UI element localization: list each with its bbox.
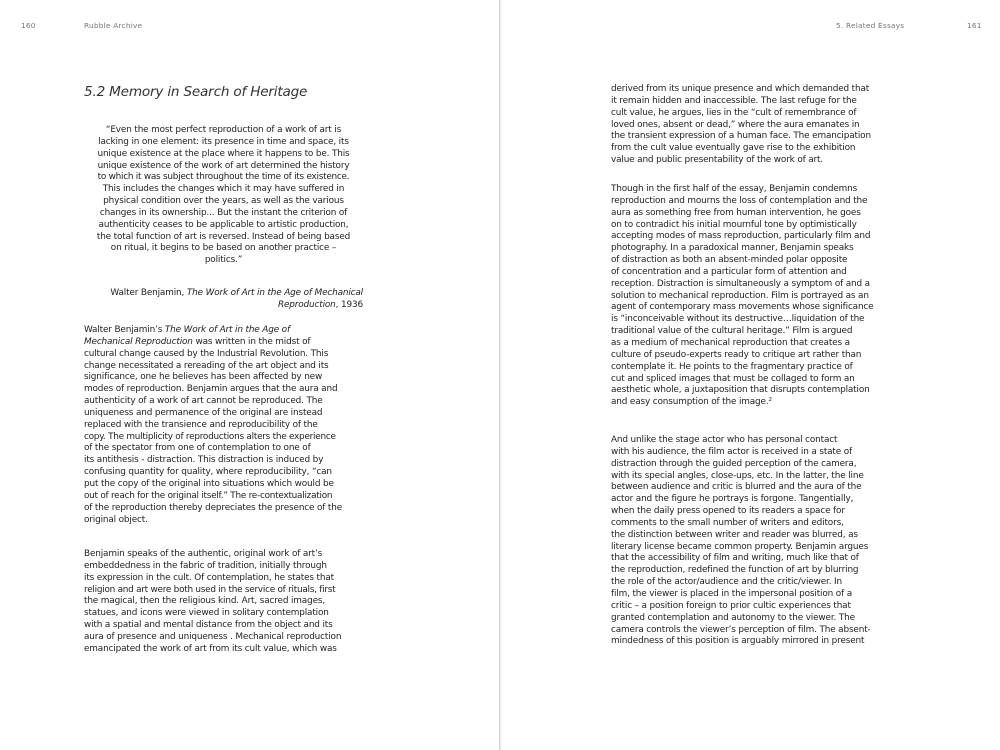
text-line: photography. In a paradoxical manner, Benjamin speaks bbox=[611, 243, 854, 254]
text-line: literary license became common property. Benjamin argues bbox=[611, 541, 869, 552]
left-page bbox=[0, 0, 499, 750]
left-running-title: Rubble Archive bbox=[84, 21, 143, 30]
quote-line: “Even the most perfect reproduction of a work of art is bbox=[105, 125, 342, 135]
text-line: authenticity of a work of art cannot be reproduced. The bbox=[84, 396, 323, 407]
quote-line: This includes the changes which it may have suffered in bbox=[102, 184, 345, 195]
text-line: religion and art were both used in the service of rituals, first bbox=[84, 584, 336, 595]
text-line: put the copy of the original into situations which would be bbox=[84, 478, 334, 489]
right-running-title: 5. Related Essays bbox=[836, 21, 905, 30]
text-line: its expression in the cult. Of contemplation, he states that bbox=[84, 572, 334, 583]
text-line: with its special angles, close-ups, etc. In the latter, the line bbox=[611, 470, 864, 481]
text-line: as a medium of mechanical reproduction that creates a bbox=[611, 337, 850, 348]
text-line: modes of reproduction. Benjamin argues that the aura and bbox=[84, 384, 338, 395]
text-line: original object. bbox=[84, 514, 148, 525]
text-line: the magical, then the religious kind. Art, sacred images, bbox=[84, 596, 326, 607]
text-line: accepting modes of mass reproduction, particularly film and bbox=[611, 231, 871, 242]
text-line: uniqueness and permanence of the original are instead bbox=[84, 407, 323, 418]
text-line: comments to the small number of writers and editors, bbox=[611, 517, 844, 528]
text-line: Walter Benjamin’s bbox=[84, 325, 165, 335]
text-line: that the accessibility of film and writing, much like that of bbox=[611, 553, 859, 564]
text-line: And unlike the stage actor who has personal contact bbox=[611, 435, 838, 445]
text-line: solution to mechanical reproduction. Film is portrayed as an bbox=[611, 290, 869, 301]
attribution-year: , 1936 bbox=[335, 299, 363, 310]
text-line: traditional value of the cultural heritage.” Film is argued bbox=[611, 326, 853, 337]
text-line: the reproduction, redefined the function of art by blurring bbox=[611, 565, 859, 576]
text-line: and easy consumption of the image. bbox=[611, 397, 769, 408]
text-line: the distinction between writer and reader was blurred, as bbox=[611, 529, 858, 540]
body-paragraph bbox=[611, 84, 919, 167]
right-page-number: 161 bbox=[967, 21, 982, 30]
text-line: replaced with the transience and reproducibility of the bbox=[84, 419, 318, 430]
text-line: cult value, he argues, lies in the “cult of remembrance of bbox=[611, 107, 857, 118]
text-line: of the spectator from one of contemplation to one of bbox=[84, 443, 311, 454]
text-line: is “inconceivable without its destructive…liquidation of the bbox=[611, 314, 865, 325]
text-line: it remain hidden and inaccessible. The last refuge for the bbox=[611, 95, 857, 106]
text-line: from the cult value eventually gave rise to the exhibition bbox=[611, 143, 856, 154]
text-line: granted contemplation and autonomy to the viewer. The bbox=[611, 612, 855, 623]
text-line: with a spatial and mental distance from the object and its bbox=[84, 620, 333, 631]
text-line: distraction through the guided perception of the camera, bbox=[611, 458, 857, 469]
quote-attribution bbox=[84, 288, 363, 312]
text-line: when the daily press opened to its readers a space for bbox=[611, 506, 845, 517]
text-line: significance, one he believes has been affected by new bbox=[84, 372, 323, 383]
attribution-work-title-cont: Reproduction bbox=[277, 299, 336, 310]
quote-line: to which it was subject throughout the time of its existence. bbox=[97, 172, 350, 183]
text-line: cut and spliced images that must be collaged to form an bbox=[611, 373, 855, 384]
text-line: the role of the actor/audience and the critic/viewer. In bbox=[611, 577, 842, 588]
attribution-author: Walter Benjamin, bbox=[110, 288, 187, 298]
text-line: culture of pseudo-experts ready to critique art rather than bbox=[611, 349, 862, 360]
text-line: value and public presentability of the work of art. bbox=[611, 155, 824, 166]
text-line: aura of presence and uniqueness . Mechanical reproduction bbox=[84, 631, 342, 642]
text-line: with his audience, the film actor is received in a state of bbox=[611, 446, 852, 457]
text-line: of the reproduction thereby depreciates the presence of the bbox=[84, 502, 343, 513]
quote-line: politics.” bbox=[204, 255, 243, 266]
text-line: was written in the midst of bbox=[192, 336, 311, 347]
text-line: on to contradict his initial mournful tone by optimistically bbox=[611, 219, 857, 230]
text-line: actor and the figure he portrays is forgone. Tangentially, bbox=[611, 494, 854, 505]
text-line: Benjamin speaks of the authentic, original work of art’s bbox=[84, 549, 323, 559]
body-paragraph bbox=[611, 435, 919, 648]
text-line: derived from its unique presence and which demanded that bbox=[611, 84, 870, 94]
text-line: loved ones, absent or dead,” where the aura emanates in bbox=[611, 119, 860, 130]
body-paragraph bbox=[611, 184, 919, 409]
attribution-work-title: The Work of Art in the Age of Mechanical bbox=[186, 288, 363, 298]
quote-line: physical condition over the years, as well as the various bbox=[103, 196, 344, 207]
text-line: between audience and critic is blurred and the aura of the bbox=[611, 482, 862, 493]
quote-line: on ritual, it begins to be based on another practice – bbox=[110, 243, 337, 254]
quote-line: unique existence of the work of art determined the history bbox=[97, 160, 350, 171]
text-line: film, the viewer is placed in the impersonal position of a bbox=[611, 588, 852, 599]
epigraph-quote bbox=[84, 125, 363, 267]
essay-title: The Work of Art in the Age of bbox=[164, 325, 290, 335]
text-line: critic – a position foreign to prior cultic experiences that bbox=[611, 600, 851, 611]
text-line: reception. Distraction is simultaneously a symptom of and a bbox=[611, 278, 870, 289]
text-line: of concentration and a particular form of attention and bbox=[611, 266, 847, 277]
text-line: emancipated the work of art from its cult value, which was bbox=[84, 643, 337, 654]
text-line: of distraction as both an absent-minded polar opposite bbox=[611, 255, 848, 266]
quote-line: unique existence at the place where it happens to be. This bbox=[97, 148, 350, 159]
text-line: its antithesis - distraction. This distraction is induced by bbox=[84, 455, 324, 466]
text-line: out of reach for the original itself.” The re-contextualization bbox=[84, 490, 333, 501]
text-line: reproduction and mourns the loss of contemplation and the bbox=[611, 195, 868, 206]
body-paragraph bbox=[84, 549, 368, 656]
quote-line: lacking in one element: its presence in time and space, its bbox=[98, 136, 349, 147]
text-line: camera controls the viewer’s perception of film. The absent- bbox=[611, 624, 871, 635]
text-line: agent of contemporary mass movements whose significance bbox=[611, 302, 874, 313]
quote-line: the total function of art is reversed. Instead of being based bbox=[96, 231, 351, 242]
section-heading: 5.2 Memory in Search of Heritage bbox=[84, 84, 308, 100]
left-page-number: 160 bbox=[21, 21, 36, 30]
footnote-marker[interactable]: 2 bbox=[768, 397, 772, 404]
text-line: mindedness of this position is arguably mirrored in present bbox=[611, 636, 865, 647]
text-line: aura as something free from human intervention, he goes bbox=[611, 207, 861, 218]
text-line: Though in the first half of the essay, Benjamin condemns bbox=[611, 184, 858, 194]
text-line: the transient expression of a human face. The emancipation bbox=[611, 131, 871, 142]
body-paragraph bbox=[84, 325, 368, 526]
text-line: change necessitated a rereading of the art object and its bbox=[84, 360, 329, 371]
text-line: contemplate it. He points to the fragmentary practice of bbox=[611, 361, 853, 372]
quote-line: changes in its ownership... But the instant the criterion of bbox=[99, 207, 348, 218]
text-line: confusing quantity for quality, where reproducibility, “can bbox=[84, 467, 332, 478]
text-line: copy. The multiplicity of reproductions alters the experience bbox=[84, 431, 336, 442]
text-line: embeddedness in the fabric of tradition, initially through bbox=[84, 560, 327, 571]
quote-line: authenticity ceases to be applicable to artistic production, bbox=[98, 219, 349, 230]
essay-title-cont: Mechanical Reproduction bbox=[84, 336, 193, 347]
text-line: aesthetic whole, a juxtaposition that disrupts contemplation bbox=[611, 385, 870, 396]
text-line: cultural change caused by the Industrial Revolution. This bbox=[84, 348, 329, 359]
text-line: statues, and icons were viewed in solitary contemplation bbox=[84, 608, 329, 619]
